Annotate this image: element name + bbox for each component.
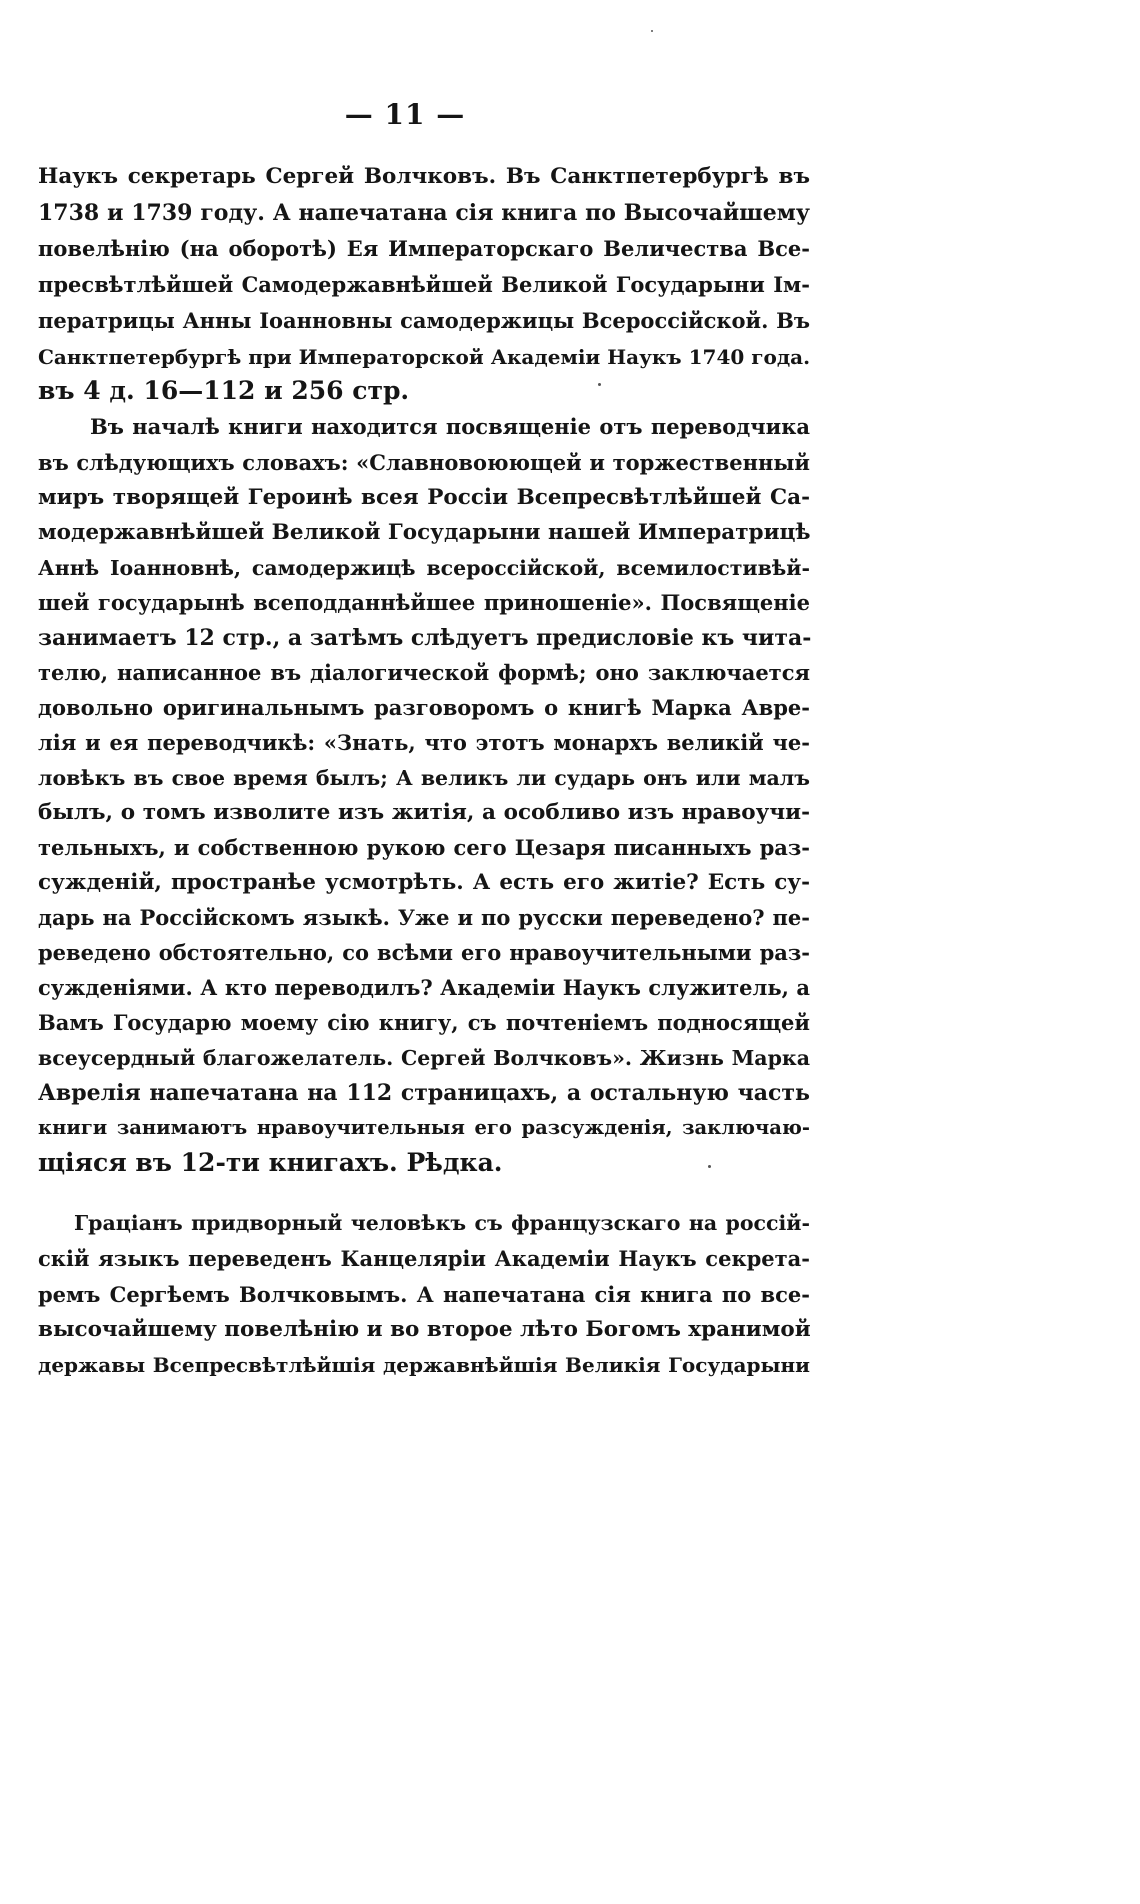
text-line: тельныхъ, и собственною рукою сего Цезаря писанныхъ раз- xyxy=(38,835,810,860)
text-line: щіяся въ 12-ти книгахъ. Рѣдка. xyxy=(38,1148,503,1177)
text-line: Въ началѣ книги находится посвященіе отъ переводчика xyxy=(90,414,810,439)
page-number: — 11 — xyxy=(344,98,466,131)
text-line: занимаетъ 12 стр., а затѣмъ слѣдуетъ предисловіе къ чита- xyxy=(38,625,812,651)
text-line: всеусердный благожелатель. Сергей Волчковъ». Жизнь Марка xyxy=(38,1046,810,1070)
text-line: шей государынѣ всеподданнѣйшее приношеніе». Посвященіе xyxy=(38,590,810,615)
text-line: телю, написанное въ діалогической формѣ; оно заключается xyxy=(38,660,810,685)
scan-speck xyxy=(598,383,601,386)
text-line: пресвѣтлѣйшей Самодержавнѣйшей Великой Государыни Ім- xyxy=(38,272,810,297)
text-line: дарь на Россійскомъ языкѣ. Уже и по русски переведено? пе- xyxy=(38,905,810,930)
text-line: Вамъ Государю моему сію книгу, съ почтеніемъ подносящей xyxy=(38,1010,810,1035)
text-line: державы Всепресвѣтлѣйшія державнѣйшія Великія Государыни xyxy=(38,1353,810,1377)
text-line: въ 4 д. 16—112 и 256 стр. xyxy=(38,376,410,405)
text-line: былъ, о томъ изволите изъ житія, а особливо изъ нравоучи- xyxy=(38,800,810,825)
text-line: Санктпетербургѣ при Императорской Академіи Наукъ 1740 года. xyxy=(38,345,811,369)
text-line: Аннѣ Іоанновнѣ, самодержицѣ всероссійской, всемилостивѣй- xyxy=(38,556,810,580)
text-line: сужденій, пространѣе усмотрѣть. А есть его житіе? Есть су- xyxy=(38,870,810,895)
text-line: книги занимаютъ нравоучительныя его разсужденія, заключаю- xyxy=(38,1116,810,1139)
text-line: высочайшему повелѣнію и во второе лѣто Богомъ хранимой xyxy=(38,1317,811,1342)
text-line: ловѣкъ въ свое время былъ; А великъ ли сударь онъ или малъ xyxy=(38,766,810,790)
text-line: повелѣнію (на оборотѣ) Ея Императорскаго Величества Все- xyxy=(38,236,810,261)
text-line: сужденіями. А кто переводилъ? Академіи Наукъ служитель, а xyxy=(38,975,810,1000)
text-line: въ слѣдующихъ словахъ: «Славновоюющей и торжественный xyxy=(38,450,810,475)
scan-speck xyxy=(651,30,653,32)
text-line: довольно оригинальнымъ разговоромъ о книгѣ Марка Авре- xyxy=(38,695,810,720)
text-line: реведено обстоятельно, со всѣми его нравоучительными раз- xyxy=(38,940,810,965)
text-line: модержавнѣйшей Великой Государыни нашей Императрицѣ xyxy=(38,520,811,545)
text-line: скій языкъ переведенъ Канцеляріи Академіи Наукъ секрета- xyxy=(38,1246,810,1271)
text-line: лія и ея переводчикѣ: «Знать, что этотъ монархъ великій че- xyxy=(38,730,810,755)
text-line: ремъ Сергѣемъ Волчковымъ. А напечатана сія книга по все- xyxy=(38,1282,810,1307)
text-line: Аврелія напечатана на 112 страницахъ, а остальную часть xyxy=(38,1080,810,1106)
text-line: миръ творящей Героинѣ всея Россіи Всепресвѣтлѣйшей Са- xyxy=(38,485,810,510)
text-line: Наукъ секретарь Сергей Волчковъ. Въ Санктпетербургѣ въ xyxy=(38,164,810,189)
text-line: Граціанъ придворный человѣкъ съ французскаго на россій- xyxy=(74,1211,810,1235)
text-line: 1738 и 1739 году. А напечатана сія книга по Высочайшему xyxy=(38,200,810,226)
scan-speck xyxy=(708,1165,711,1168)
text-line: ператрицы Анны Іоанновны самодержицы Всероссійской. Въ xyxy=(38,308,810,333)
